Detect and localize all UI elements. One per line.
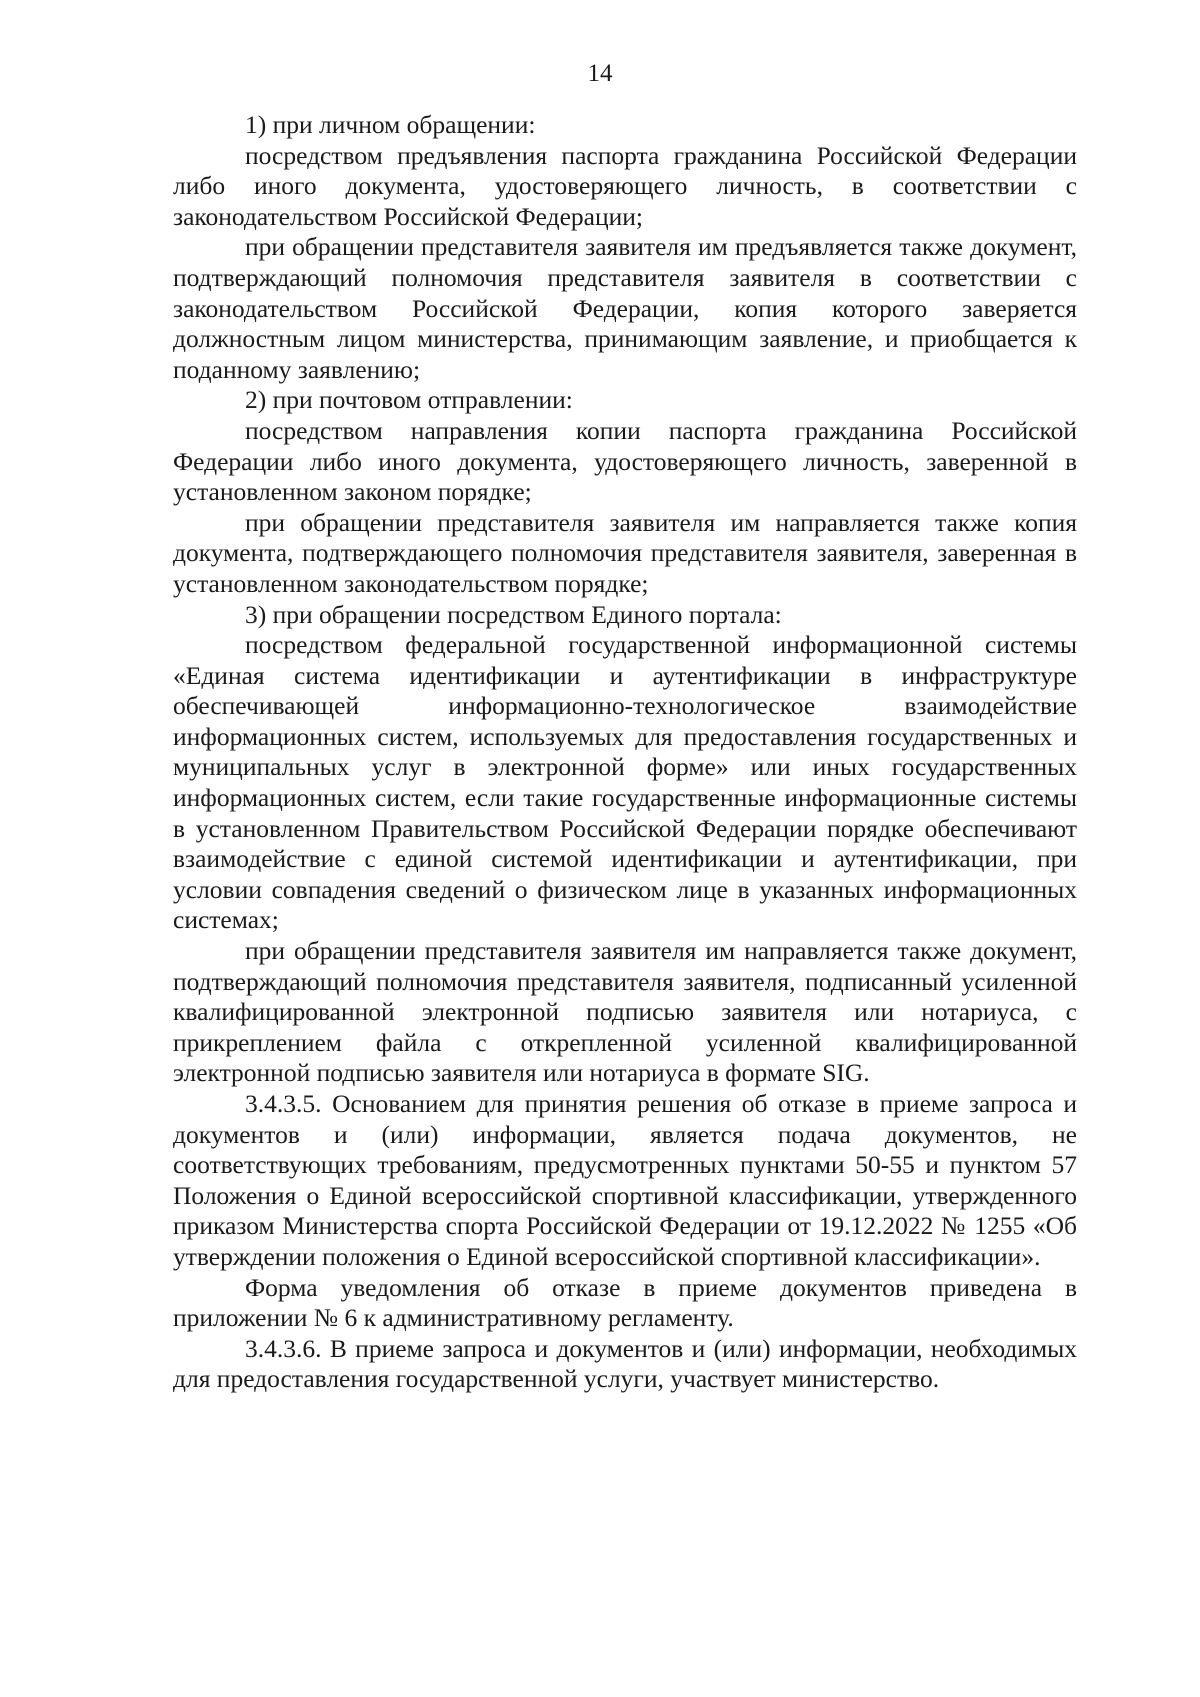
paragraph: при обращении представителя заявителя им направляется также копия документа, подтверждающего полномочия представителя заявителя, заверенная в установленном законодательством порядке;	[173, 507, 1077, 598]
page-number: 14	[587, 60, 613, 87]
paragraph: при обращении представителя заявителя им предъявляется также документ, подтверждающий полномочия представителя заявителя в соответствии с законодательством Российской Федерации, копия которого заверяется должностным лицом министерства, принимающим заявление, и приобщается к поданному заявлению;	[173, 232, 1077, 384]
paragraph: посредством предъявления паспорта гражданина Российской Федерации либо иного документа, удостоверяющего личность, в соответствии с законодательством Российской Федерации;	[173, 140, 1077, 231]
paragraph: 3) при обращении посредством Единого портала:	[245, 599, 782, 629]
paragraph: при обращении представителя заявителя им направляется также документ, подтверждающий полномочия представителя заявителя, подписанный усиленной квалифицированной электронной подписью заявителя или нотариуса, с прикреплением файла с открепленной усиленной квалифицированной электронной подписью заявителя или нотариуса в формате SIG.	[173, 936, 1077, 1088]
paragraph: 2) при почтовом отправлении:	[245, 385, 573, 415]
paragraph: 3.4.3.5. Основанием для принятия решения об отказе в приеме запроса и документов и (или) информации, является подача документов, не соответствующих требованиям, предусмотренных пунктами 50-55 и пунктом 57 Положения о Единой всероссийской спортивной классификации, утвержденного приказом Министерства спорта Российской Федерации от 19.12.2022 № 1255 «Об утверждении положения о Единой всероссийской спортивной классификации».	[173, 1089, 1077, 1271]
paragraph: посредством федеральной государственной информационной системы «Единая система идентификации и аутентификации в инфраструктуре обеспечивающей информационно-технологическое взаимодействие информационных систем, используемых для предоставления государственных и муниципальных услуг в электронной форме» или иных государственных информационных систем, если такие государственные информационные системы в установленном Правительством Российской Федерации порядке обеспечивают взаимодействие с единой системой идентификации и аутентификации, при условии совпадения сведений о физическом лице в указанных информационных системах;	[173, 630, 1077, 935]
document-body	[173, 110, 1077, 1395]
paragraph: 3.4.3.6. В приеме запроса и документов и (или) информации, необходимых для предоставления государственной услуги, участвует министерство.	[173, 1333, 1077, 1394]
paragraph: Форма уведомления об отказе в приеме документов приведена в приложении № 6 к административному регламенту.	[173, 1272, 1077, 1333]
paragraph: 1) при личном обращении:	[245, 110, 536, 139]
paragraph: посредством направления копии паспорта гражданина Российской Федерации либо иного документа, удостоверяющего личность, заверенной в установленном законом порядке;	[173, 415, 1077, 507]
